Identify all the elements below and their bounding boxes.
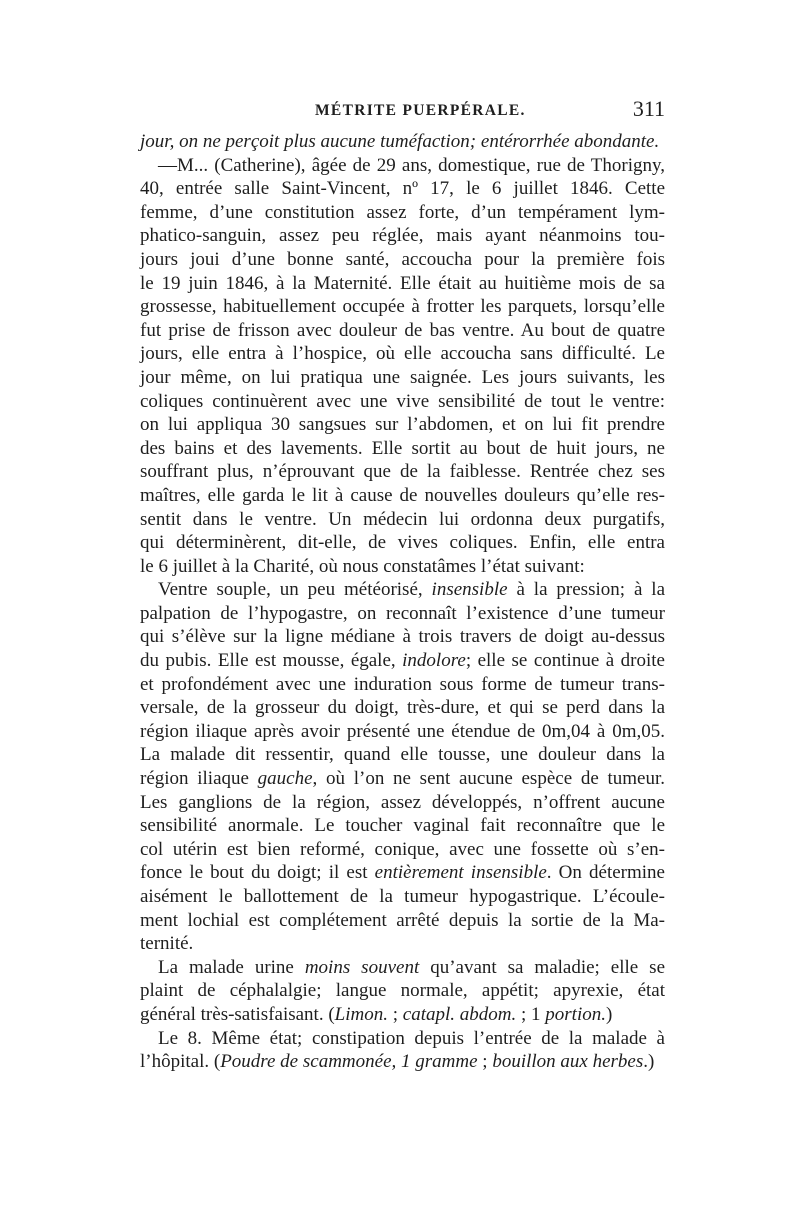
text-line [140, 154, 665, 178]
italic-text: bouillon aux herbes [492, 1051, 644, 1073]
text-segment: La malade urine [158, 956, 305, 978]
text-segment: 40, entrée salle Saint-Vincent, nº 17, le 6 juillet 1846. Cette [140, 178, 665, 200]
text-segment: ) [605, 1003, 613, 1025]
text-segment: col utérin est bien reformé, conique, avec une fossette où s’en- [140, 838, 665, 860]
text-segment: et profondément avec une induration sous forme de tumeur trans- [140, 673, 665, 695]
italic-text: jour, on ne perçoit plus aucune tuméfaction; entérorrhée abondante. [140, 131, 660, 152]
text-segment: versale, de la grosseur du doigt, très-dure, et qui se perd dans la [140, 697, 665, 719]
text-line [140, 531, 665, 555]
text-segment: femme, d’une constitution assez forte, d’un tempérament lym- [140, 201, 665, 223]
text-segment: fonce le bout du doigt; il est [140, 862, 375, 884]
text-line [140, 909, 665, 933]
text-line [140, 1027, 665, 1051]
text-segment: , où l’on ne sent aucune espèce de tumeur. [312, 768, 665, 790]
text-line [140, 130, 665, 154]
text-segment: La malade dit ressentir, quand elle tousse, une douleur dans la [140, 744, 665, 766]
text-segment: ; [388, 1003, 403, 1025]
text-line [140, 838, 665, 862]
text-line [140, 885, 665, 909]
text-segment: du pubis. Elle est mousse, égale, [140, 650, 403, 672]
text-line [140, 791, 665, 815]
text-line [140, 201, 665, 225]
text-line [140, 437, 665, 461]
text-segment: phatico-sanguin, assez peu réglée, mais ayant néanmoins tou- [140, 225, 665, 247]
text-line [140, 673, 665, 697]
text-line [140, 1003, 665, 1027]
text-line [140, 319, 665, 343]
text-segment: région iliaque [140, 768, 258, 790]
text-segment: ; 1 [516, 1003, 546, 1025]
text-segment: qui s’élève sur la ligne médiane à trois travers de doigt au-dessus [140, 626, 665, 648]
text-segment: plaint de céphalalgie; langue normale, appétit; apyrexie, état [140, 980, 665, 1002]
text-segment: aisément le ballottement de la tumeur hypogastrique. L’écoule- [140, 886, 665, 907]
text-line [140, 602, 665, 626]
text-segment: jour même, on lui pratiqua une saignée. Les jours suivants, les [140, 366, 665, 388]
text-segment: jours joui d’une bonne santé, accoucha pour la première fois [140, 248, 665, 270]
text-line [140, 649, 665, 673]
text-segment: maîtres, elle garda le lit à cause de nouvelles douleurs qu’elle res- [140, 484, 665, 506]
text-line [140, 696, 665, 720]
body-text [140, 130, 665, 1074]
text-line [140, 460, 665, 484]
text-segment: Ventre souple, un peu météorisé, [158, 579, 432, 601]
text-segment: ment lochial est complétement arrêté depuis la sortie de la Ma- [140, 909, 665, 931]
text-line [140, 248, 665, 272]
page-number: 311 [632, 96, 665, 121]
running-header [140, 96, 665, 126]
text-line [140, 342, 665, 366]
text-line [140, 1050, 665, 1074]
text-segment: ternité. [140, 933, 194, 955]
text-segment: Les ganglions de la région, assez développés, n’offrent aucune [140, 791, 665, 813]
text-line [140, 177, 665, 201]
italic-text: gauche [257, 768, 313, 790]
text-segment: palpation de l’hypogastre, on reconnaît l’existence d’une tumeur [140, 602, 665, 624]
text-segment: on lui appliqua 30 sangsues sur l’abdomen, et on lui fit prendre [140, 414, 665, 436]
text-line [140, 295, 665, 319]
text-segment: fut prise de frisson avec douleur de bas ventre. Au bout de quatre [140, 319, 665, 341]
text-segment: souffrant plus, n’éprouvant que de la faiblesse. Rentrée chez ses [140, 461, 665, 483]
text-segment: général très-satisfaisant. ( [140, 1003, 335, 1025]
italic-text: indolore [402, 650, 466, 672]
text-segment: l’hôpital. ( [140, 1051, 221, 1073]
italic-text: catapl. abdom. [402, 1003, 517, 1025]
text-segment: qui déterminèrent, dit-elle, de vives coliques. Enfin, elle entra [140, 532, 665, 554]
text-line [140, 484, 665, 508]
text-segment: .) [643, 1051, 655, 1073]
text-segment: grossesse, habituellement occupée à frotter les parquets, lorsqu’elle [140, 296, 665, 318]
italic-text: Limon. [334, 1003, 388, 1025]
text-segment: région iliaque après avoir présenté une étendue de 0m,04 à 0m,05. [140, 720, 665, 742]
text-line [140, 861, 665, 885]
text-segment: sentit dans le ventre. Un médecin lui ordonna deux purgatifs, [140, 508, 665, 530]
italic-text: insensible [431, 579, 508, 601]
text-segment: qu’avant sa maladie; elle se [419, 956, 666, 978]
text-segment: des bains et des lavements. Elle sortit au bout de huit jours, ne [140, 437, 665, 459]
text-line [140, 413, 665, 437]
italic-text: moins souvent [304, 956, 420, 978]
text-segment: coliques continuèrent avec une vive sensibilité de tout le ventre: [140, 390, 665, 412]
italic-text: entièrement insensible [374, 862, 547, 884]
text-line [140, 366, 665, 390]
text-line [140, 272, 665, 296]
text-segment: sensibilité anormale. Le toucher vaginal fait reconnaître que le [140, 815, 665, 837]
text-line [140, 932, 665, 956]
text-line [140, 555, 665, 579]
text-segment: à la pression; à la [507, 579, 665, 601]
text-segment: Le 8. Même état; constipation depuis l’entrée de la malade à [158, 1027, 665, 1049]
text-segment: jours, elle entra à l’hospice, où elle accoucha sans difficulté. Le [140, 343, 665, 365]
text-line [140, 578, 665, 602]
text-line [140, 767, 665, 791]
text-segment: ; [477, 1051, 493, 1073]
text-line [140, 390, 665, 414]
text-segment: le 19 juin 1846, à la Maternité. Elle était au huitième mois de sa [140, 272, 665, 294]
italic-text: Poudre de scammonée, 1 gramme [220, 1051, 478, 1073]
text-line [140, 979, 665, 1003]
text-line [140, 956, 665, 980]
text-segment: le 6 juillet à la Charité, où nous constatâmes l’état suivant: [140, 555, 585, 577]
text-segment: . On détermine [546, 862, 665, 884]
text-line [140, 224, 665, 248]
text-line [140, 508, 665, 532]
text-segment: ; elle se continue à droite [465, 650, 665, 672]
running-title: MÉTRITE PUERPÉRALE. [315, 102, 526, 119]
text-line [140, 720, 665, 744]
text-line [140, 743, 665, 767]
text-line [140, 814, 665, 838]
italic-text: portion. [545, 1003, 606, 1025]
text-segment: —M... (Catherine), âgée de 29 ans, domestique, rue de Thorigny, [158, 154, 665, 176]
text-line [140, 625, 665, 649]
